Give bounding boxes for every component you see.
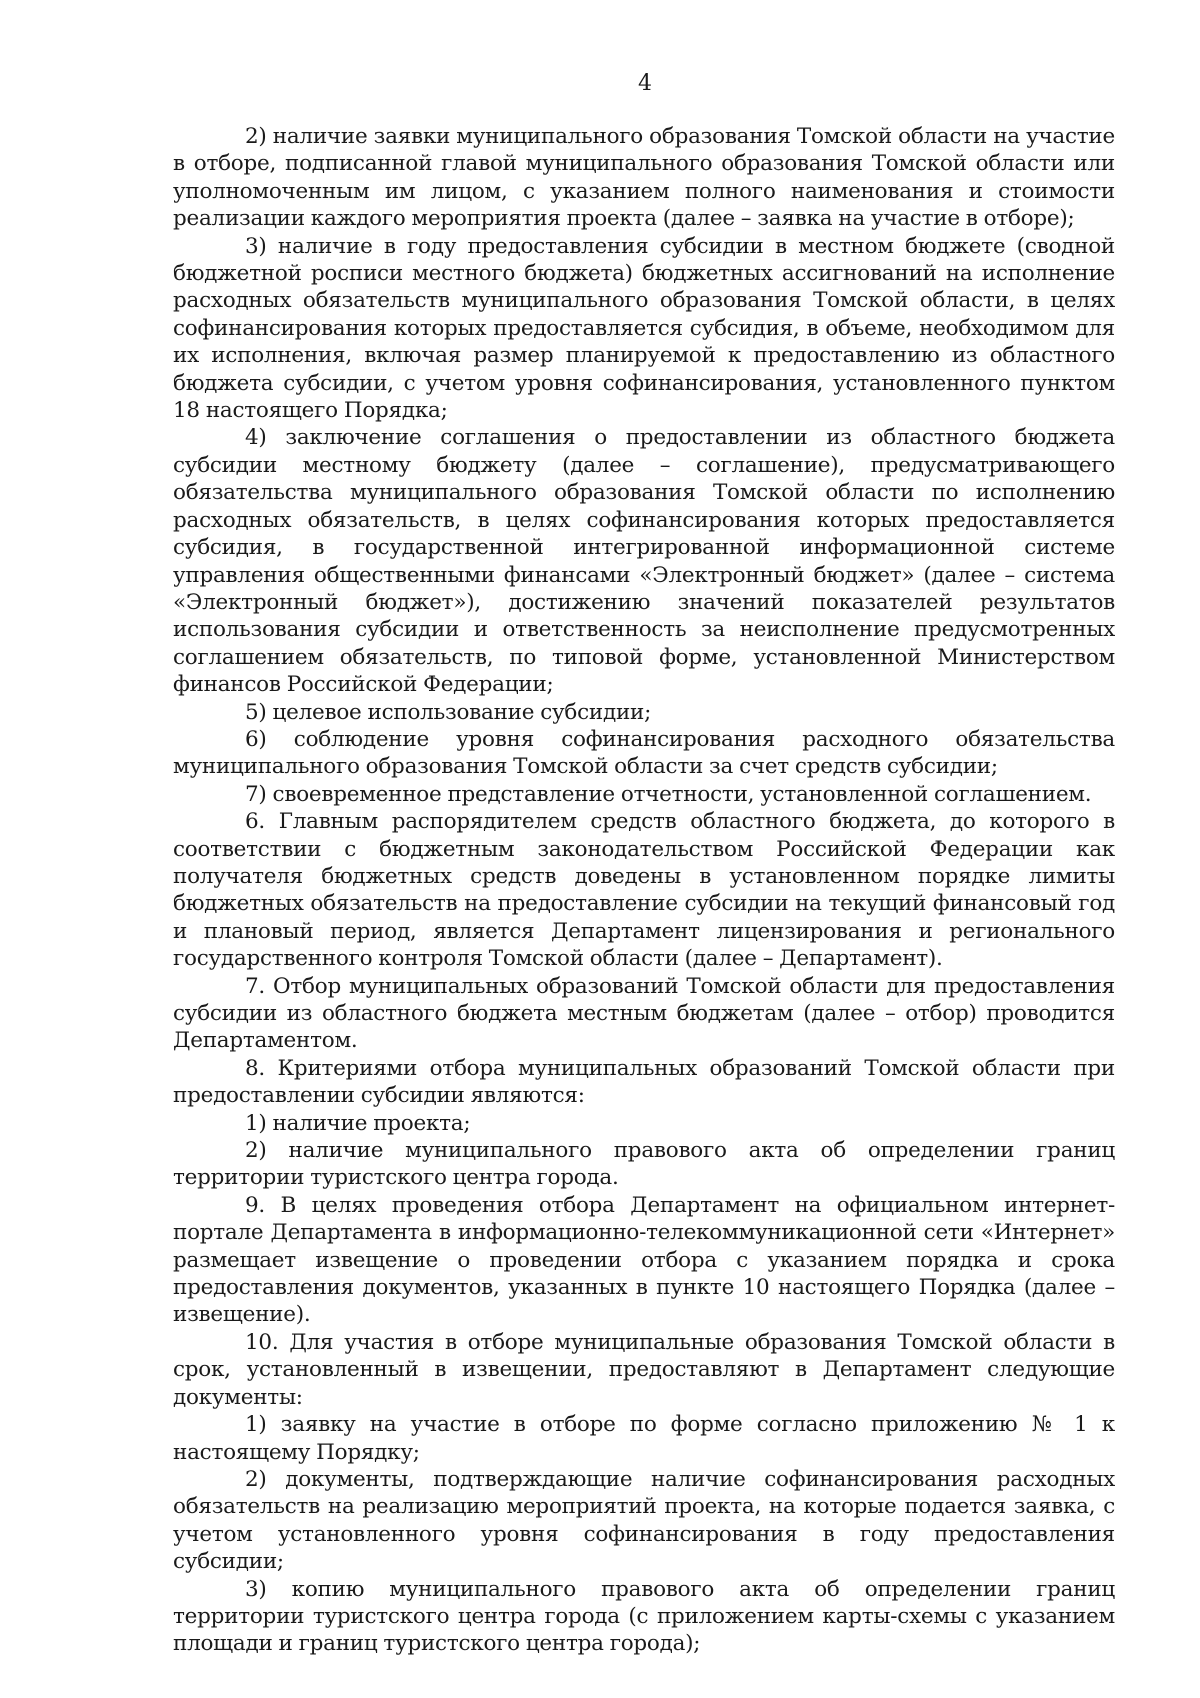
paragraph-4-soglashenie: 4) заключение соглашения о предоставлении из областного бюджета субсидии местному бюджету (далее – соглашение), предусматривающего обязательства муниципального образования Томской области по исполнению расходных обязательств, в целях софинансирования которых предоставляется субсидия, в государственной интегрированной информационной системе управления общественными финансами «Электронный бюджет» (далее – система «Электронный бюджет»), достижению значений показателей результатов использования субсидии и ответственность за неисполнение предусмотренных соглашением обязательств, по типовой форме, установленной Министерством финансов Российской Федерации; (173, 425, 1115, 698)
document-2-sofinansirovanie: 2) документы, подтверждающие наличие софинансирования расходных обязательств на реализацию мероприятий проекта, на которые подается заявка, с учетом установленного уровня софинансирования в году предоставления субсидии; (173, 1466, 1115, 1575)
paragraph-6-soblyudenie: 6) соблюдение уровня софинансирования расходного обязательства муниципального образования Томской области за счет средств субсидии; (173, 726, 1115, 780)
paragraph-2-zayavka: 2) наличие заявки муниципального образования Томской области на участие в отборе, подписанной главой муниципального образования Томской области или уполномоченным им лицом, с указанием полного наименования и стоимости реализации каждого мероприятия проекта (далее – заявка на участие в отборе); (173, 124, 1115, 232)
clause-10-dokumenty: 10. Для участия в отборе муниципальные образования Томской области в срок, установленный в извещении, предоставляют в Департамент следующие документы: (173, 1329, 1115, 1410)
paragraph-7-otchetnost: 7) своевременное представление отчетности, установленной соглашением. (245, 781, 1092, 807)
document-body (173, 123, 1115, 1658)
document-1-zayavka: 1) заявку на участие в отборе по форме согласно приложению № 1 к настоящему Порядку; (173, 1412, 1115, 1465)
criterion-1-proekt: 1) наличие проекта; (245, 1110, 471, 1136)
clause-7-otbor: 7. Отбор муниципальных образований Томской области для предоставления субсидии из областного бюджета местным бюджетам (далее – отбор) проводится Департаментом. (173, 973, 1115, 1054)
document-3-kopiya-akta: 3) копию муниципального правового акта об определении границ территории туристского центра города (с приложением карты-схемы с указанием площади и границ туристского центра города); (173, 1576, 1115, 1657)
page-number: 4 (638, 71, 652, 96)
paragraph-5-tselevoe: 5) целевое использование субсидии; (245, 699, 652, 725)
criterion-2-pravovoy-akt: 2) наличие муниципального правового акта об определении границ территории туристского центра города. (173, 1138, 1115, 1191)
clause-8-kriterii: 8. Критериями отбора муниципальных образований Томской области при предоставлении субсидии являются: (173, 1055, 1115, 1109)
paragraph-3-assignovaniya: 3) наличие в году предоставления субсидии в местном бюджете (сводной бюджетной росписи местного бюджета) бюджетных ассигнований на исполнение расходных обязательств муниципального образования Томской области, в целях софинансирования которых предоставляется субсидия, в объеме, необходимом для их исполнения, включая размер планируемой к предоставлению из областного бюджета субсидии, с учетом уровня софинансирования, установленного пунктом 18 настоящего Порядка; (173, 233, 1115, 424)
clause-9-izveshchenie: 9. В целях проведения отбора Департамент на официальном интернет-портале Департамента в информационно-телекоммуникационной сети «Интернет» размещает извещение о проведении отбора с указанием порядка и срока предоставления документов, указанных в пункте 10 настоящего Порядка (далее – извещение). (173, 1192, 1115, 1328)
clause-6-glavnyy-rasporyaditel: 6. Главным распорядителем средств областного бюджета, до которого в соответствии с бюджетным законодательством Российской Федерации как получателя бюджетных средств доведены в установленном порядке лимиты бюджетных обязательств на предоставление субсидии на текущий финансовый год и плановый период, является Департамент лицензирования и регионального государственного контроля Томской области (далее – Департамент). (173, 809, 1115, 972)
